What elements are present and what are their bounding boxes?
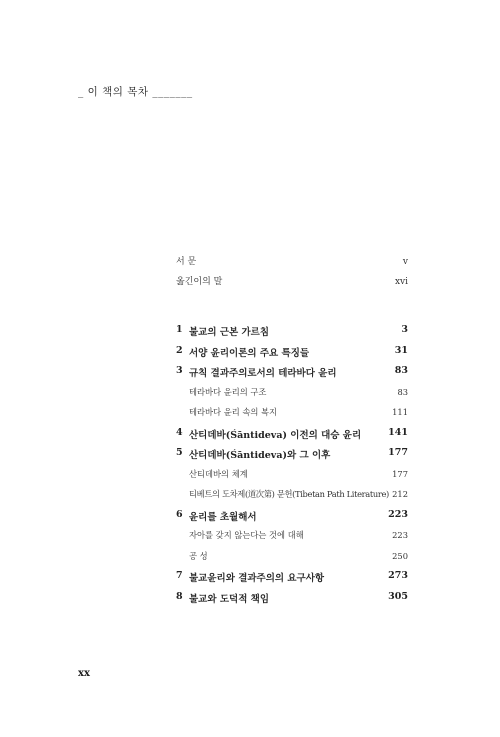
toc-chapter: [176, 365, 408, 386]
toc-chapter: [176, 570, 408, 591]
chapter-number: 4: [176, 426, 183, 438]
chapter-number: 5: [176, 447, 183, 458]
section-page: 250: [392, 550, 408, 561]
toc-chapter: [176, 447, 408, 468]
section-title: 자아를 갖지 않는다는 것에 대해: [189, 530, 304, 540]
toc-section: [176, 386, 408, 407]
chapter-page: 31: [394, 344, 408, 356]
toc-front-label: 서 문: [176, 257, 197, 267]
section-title: 티베트의 도차제(道次第) 문헌(Tibetan Path Literature): [189, 489, 389, 499]
chapter-page: 141: [388, 426, 408, 438]
section-title: 테라바다 윤리 속의 복지: [189, 407, 278, 417]
chapter-number: 1: [176, 324, 183, 335]
section-page: 223: [392, 530, 408, 540]
chapter-title: 산티데바(Śāntideva)와 그 이후: [189, 450, 331, 461]
chapter-page: 83: [394, 365, 408, 376]
section-page: 177: [392, 468, 408, 479]
chapter-title: 산티데바(Śāntideva) 이전의 대승 윤리: [189, 429, 362, 441]
toc-chapter: [176, 345, 408, 366]
chapter-page: 305: [388, 590, 408, 602]
chapter-page: 273: [388, 570, 408, 581]
chapter-title: 불교와 도덕적 책임: [189, 593, 270, 605]
toc-section: [176, 488, 408, 509]
chapter-title: 윤리를 초월해서: [189, 511, 257, 523]
toc-front-entry: [176, 254, 408, 274]
chapter-page: 223: [388, 508, 408, 520]
toc-chapter: [176, 427, 408, 448]
chapter-number: 7: [176, 570, 183, 581]
section-title: 테라바다 윤리의 구조: [189, 386, 267, 397]
toc-spacer: [176, 294, 408, 324]
toc-front-page: v: [402, 257, 408, 267]
toc-front-label: 옮긴이의 말: [176, 277, 223, 287]
toc-section: [176, 406, 408, 427]
chapter-number: 6: [176, 508, 183, 520]
chapter-page: 177: [388, 447, 408, 458]
toc-chapter: [176, 591, 408, 612]
toc-section: [176, 529, 408, 550]
toc-chapter: [176, 324, 408, 345]
chapter-title: 불교윤리와 결과주의의 요구사항: [189, 573, 325, 584]
toc-front-entry: [176, 274, 408, 294]
chapter-title: 서양 윤리이론의 주요 특징들: [189, 347, 310, 359]
chapter-page: 3: [401, 324, 408, 335]
table-of-contents: [176, 254, 408, 611]
section-title: 산티데바의 체계: [189, 468, 248, 479]
chapter-title: 규칙 결과주의로서의 테라바다 윤리: [189, 368, 337, 379]
toc-front-page: xvi: [394, 277, 408, 287]
chapter-number: 2: [176, 344, 183, 356]
toc-chapter: [176, 509, 408, 530]
chapter-title: 불교의 근본 가르침: [189, 327, 270, 338]
section-page: 83: [397, 386, 408, 397]
toc-section: [176, 468, 408, 489]
section-page: 212: [392, 489, 408, 499]
page-number: xx: [78, 668, 90, 679]
toc-heading: _ 이 책의 목차 _______: [78, 86, 193, 98]
chapter-number: 3: [176, 365, 183, 376]
section-page: 111: [392, 407, 408, 417]
section-title: 공 성: [189, 550, 208, 561]
chapter-number: 8: [176, 590, 183, 602]
toc-section: [176, 550, 408, 571]
